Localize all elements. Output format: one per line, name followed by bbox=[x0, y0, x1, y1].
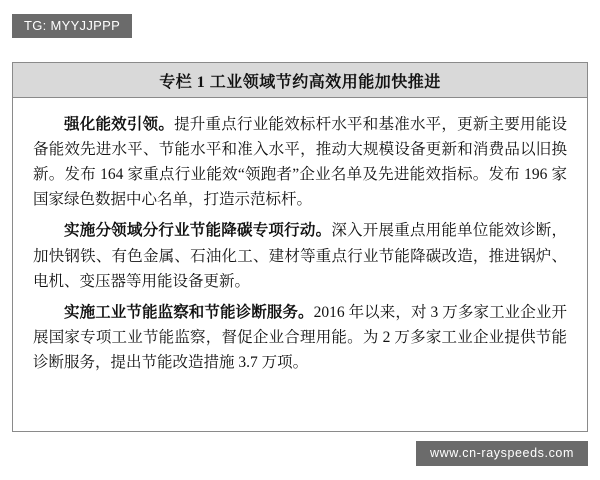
paragraph bbox=[33, 112, 567, 212]
paragraph bbox=[33, 218, 567, 293]
document-frame bbox=[12, 62, 588, 432]
paragraph-lead: 强化能效引领。 bbox=[64, 116, 175, 133]
page-title: 专栏 1 工业领域节约高效用能加快推进 bbox=[159, 73, 441, 91]
paragraph-text: 提升重点行业能效标杆水平和基准水平，更新主要用能设备能效先进水平、节能水平和准入水平，推动大规模设备更新和消费品以旧换新。发布 164 家重点行业能效“领跑者”企业名单及先进能效指标。发布 196 家国家绿色数据中心名单，打造示范标杆。 bbox=[33, 116, 567, 209]
paragraph-lead: 实施工业节能监察和节能诊断服务。 bbox=[64, 303, 314, 321]
paragraph bbox=[33, 300, 567, 375]
watermark-badge: www.cn-rayspeeds.com bbox=[416, 441, 588, 467]
paragraph-text: 2016 年以来，对 3 万多家工业企业开展国家专项工业节能监察，督促企业合理用能。为 2 万多家工业企业提供节能诊断服务，提出节能改造措施 3.7 万项。 bbox=[33, 303, 567, 371]
document-title-bar bbox=[13, 63, 587, 98]
paragraph-lead: 实施分领域分行业节能降碳专项行动。 bbox=[64, 222, 332, 240]
tag-badge: TG: MYYJJPPP bbox=[12, 14, 132, 38]
paragraph-text: 深入开展重点用能单位能效诊断，加快钢铁、有色金属、石油化工、建材等重点行业节能降碳改造，推进锅炉、电机、变压器等用能设备更新。 bbox=[33, 222, 567, 290]
document-body bbox=[13, 98, 587, 385]
